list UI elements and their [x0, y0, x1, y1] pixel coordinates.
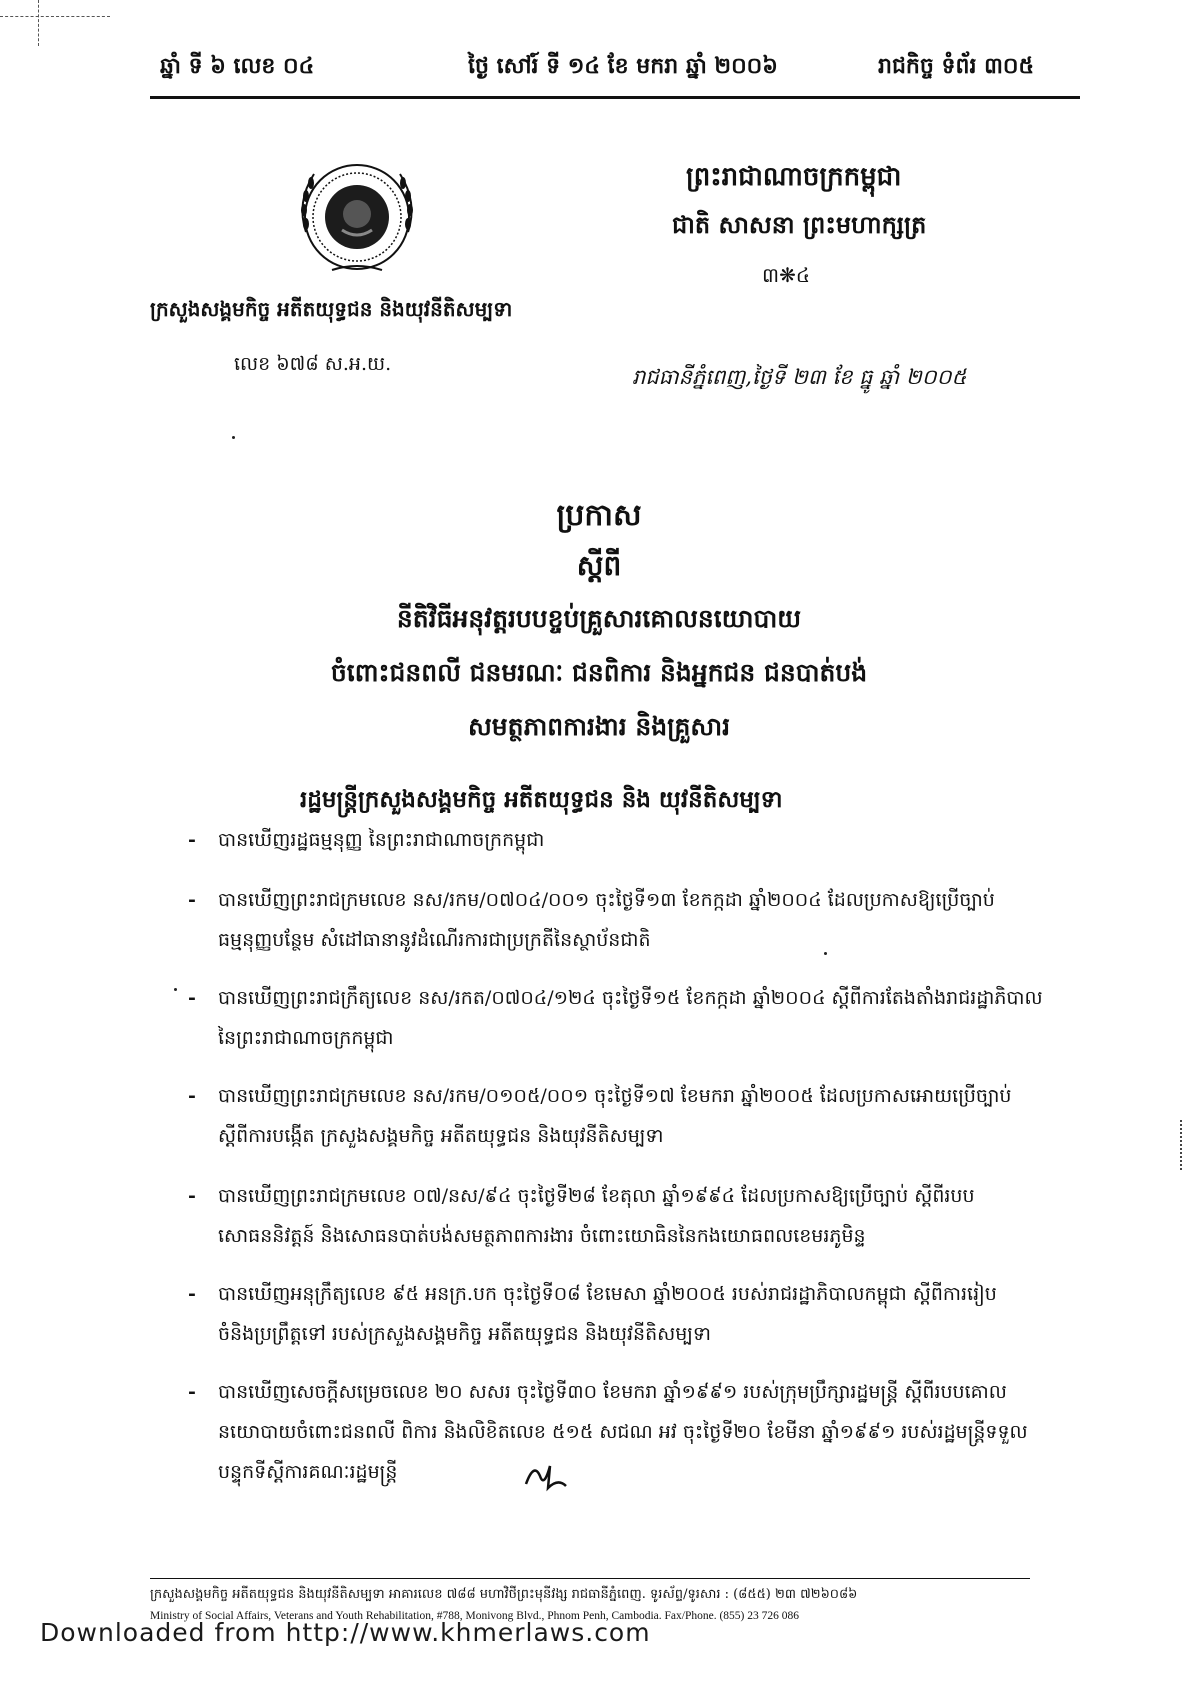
- minister-heading: រដ្ឋមន្ត្រីក្រសួងសង្គមកិច្ច អតីតយុទ្ធជន និង យុវនីតិសម្បទា: [300, 786, 783, 813]
- scan-edge-marks: [1180, 1120, 1184, 1170]
- letter-number: លេខ ៦៧៨ ស.អ.យ.: [234, 353, 392, 375]
- reference-line: នយោបាយចំពោះជនពលី ពិការ និងលិខិតលេខ ៥១៥ សជណ អវ ចុះថ្ងៃទី២០ ខែមីនា ឆ្នាំ១៩៩១ របស់រដ្ឋមន្ត្រីទទួល: [218, 1421, 1028, 1443]
- reference-item: [188, 820, 545, 860]
- reference-item: [188, 880, 995, 960]
- reference-line: បន្ទុកទីស្ដីការគណៈរដ្ឋមន្ត្រី: [218, 1461, 398, 1483]
- gazette-page: រាជកិច្ច ទំព័រ ៣០៥: [878, 53, 1035, 79]
- footer-address-khmer: ក្រសួងសង្គមកិច្ច អតីតយុទ្ធជន និងយុវនីតិសម្បទា អាគារលេខ ៧៨៨ មហាវិថីព្រះមុនីវង្ស រាជធានីភ្នំពេញ. ទូរស័ព្ទ/ទូរសារ : (៨៥៥) ២៣ ៧២៦០៨៦: [150, 1587, 858, 1602]
- scan-crop-mark: [38, 0, 40, 46]
- reference-line: បានឃើញរដ្ឋធម្មនុញ្ញ នៃព្រះរាជាណាចក្រកម្ពុជា: [218, 829, 545, 851]
- reference-item: [188, 1076, 1012, 1156]
- kingdom-name: ព្រះរាជាណាចក្រកម្ពុជា: [686, 162, 902, 192]
- reference-dash: -: [188, 1381, 196, 1403]
- reference-line: នៃព្រះរាជាណាចក្រកម្ពុជា: [218, 1027, 394, 1049]
- issue-date-place: រាជធានីភ្នំពេញ,ថ្ងៃទី ២៣ ខែ ធ្នូ ឆ្នាំ ២០០៥: [632, 365, 967, 389]
- reference-line: បានឃើញព្រះរាជក្រមលេខ ០៧/នស/៩៤ ចុះថ្ងៃទី២៨ ខែតុលា ឆ្នាំ១៩៩៤ ដែលប្រកាសឱ្យប្រើច្បាប់ ស្ដីពីរបប: [218, 1185, 975, 1207]
- gazette-date: ថ្ងៃ សៅរ៍ ទី ១៤ ខែ មករា ឆ្នាំ ២០០៦: [468, 53, 778, 79]
- reference-line: បានឃើញព្រះរាជក្រមលេខ នស/រកម/០៧០៤/០០១ ចុះថ្ងៃទី១៣ ខែកក្កដា ឆ្នាំ២០០៤ ដែលប្រកាសឱ្យប្រើច្បាប់: [218, 889, 995, 911]
- reference-line: ចំនិងប្រព្រឹត្តទៅ របស់ក្រសួងសង្គមកិច្ច អតីតយុទ្ធជន និងយុវនីតិសម្បទា: [218, 1323, 712, 1345]
- reference-line: បានឃើញព្រះរាជក្រមលេខ នស/រកម/០១០៥/០០១ ចុះថ្ងៃទី១៧ ខែមករា ឆ្នាំ២០០៥ ដែលប្រកាសអោយប្រើច្បាប់: [218, 1085, 1012, 1107]
- reference-line: ស្ដីពីការបង្កើត ក្រសួងសង្គមកិច្ច អតីតយុទ្ធជន និងយុវនីតិសម្បទា: [218, 1125, 664, 1147]
- subject-line-3: សមត្ថភាពការងារ និងគ្រួសារ: [467, 712, 731, 741]
- reference-dash: -: [188, 1085, 196, 1107]
- reference-item: [188, 978, 1043, 1058]
- document-about: ស្ដីពី: [576, 549, 622, 582]
- scan-speck: [174, 988, 177, 991]
- scan-speck: [232, 436, 235, 439]
- reference-dash: -: [188, 1185, 196, 1207]
- download-watermark: Downloaded from http://www.khmerlaws.com: [40, 1618, 651, 1647]
- reference-item: [188, 1372, 1028, 1492]
- subject-line-1: នីតិវិធីអនុវត្តរបបខ្ចប់គ្រួសារគោលនយោបាយ: [396, 604, 802, 633]
- gazette-rule: [150, 96, 1080, 99]
- reference-dash: -: [188, 829, 196, 851]
- document-type: ប្រកាស: [556, 498, 642, 533]
- ministry-seal-icon: [292, 152, 422, 282]
- gazette-volume: ឆ្នាំ ទី ៦ លេខ ០៤: [160, 53, 315, 79]
- ministry-name: ក្រសួងសង្គមកិច្ច អតីតយុទ្ធជន និងយុវនីតិសម្បទា: [150, 297, 513, 321]
- reference-line: បានឃើញអនុក្រឹត្យលេខ ៩៥ អនក្រ.បក ចុះថ្ងៃទី០៨ ខែមេសា ឆ្នាំ២០០៥ របស់រាជរដ្ឋាភិបាលកម្ពុជា ស្ដីពីការរៀប: [218, 1283, 997, 1305]
- reference-dash: -: [188, 889, 196, 911]
- footer-address-english: Ministry of Social Affairs, Veterans and Youth Rehabilitation, #788, Monivong Blvd., Phnom Penh, Cambodia. Fax/Phone. (855) 23 726 086: [150, 1610, 799, 1622]
- motto-ornament: ៣❋៤: [762, 263, 811, 287]
- reference-line: បានឃើញព្រះរាជក្រឹត្យលេខ នស/រកត/០៧០៤/១២៤ ចុះថ្ងៃទី១៥ ខែកក្កដា ឆ្នាំ២០០៤ ស្ដីពីការតែងតាំងរាជរដ្ឋាភិបាល: [218, 987, 1043, 1009]
- reference-line: បានឃើញសេចក្ដីសម្រេចលេខ ២០ សសរ ចុះថ្ងៃទី៣០ ខែមករា ឆ្នាំ១៩៩១ របស់ក្រុមប្រឹក្សារដ្ឋមន្ត្រី ស្ដីពីរបបគោល: [218, 1381, 1007, 1403]
- handwritten-initials-icon: [520, 1458, 572, 1494]
- scan-crop-mark: [0, 16, 110, 18]
- reference-line: សោធននិវត្តន៍ និងសោធនបាត់បង់សមត្ថភាពការងារ ចំពោះយោធិននៃកងយោធពលខេមរភូមិន្ទ: [218, 1225, 866, 1247]
- reference-dash: -: [188, 1283, 196, 1305]
- scan-speck: [824, 952, 827, 955]
- reference-item: [188, 1176, 975, 1256]
- subject-line-2: ចំពោះជនពលី ជនមរណៈ ជនពិការ និងអ្នកជន ជនបាត់បង់: [330, 658, 868, 687]
- footer-rule: [150, 1578, 1030, 1579]
- national-motto: ជាតិ សាសនា ព្រះមហាក្សត្រ: [672, 210, 927, 239]
- reference-dash: -: [188, 987, 196, 1009]
- reference-item: [188, 1274, 997, 1354]
- reference-line: ធម្មនុញ្ញបន្ថែម សំដៅធានានូវដំណើរការជាប្រក្រតីនៃស្ថាប័នជាតិ: [218, 929, 651, 951]
